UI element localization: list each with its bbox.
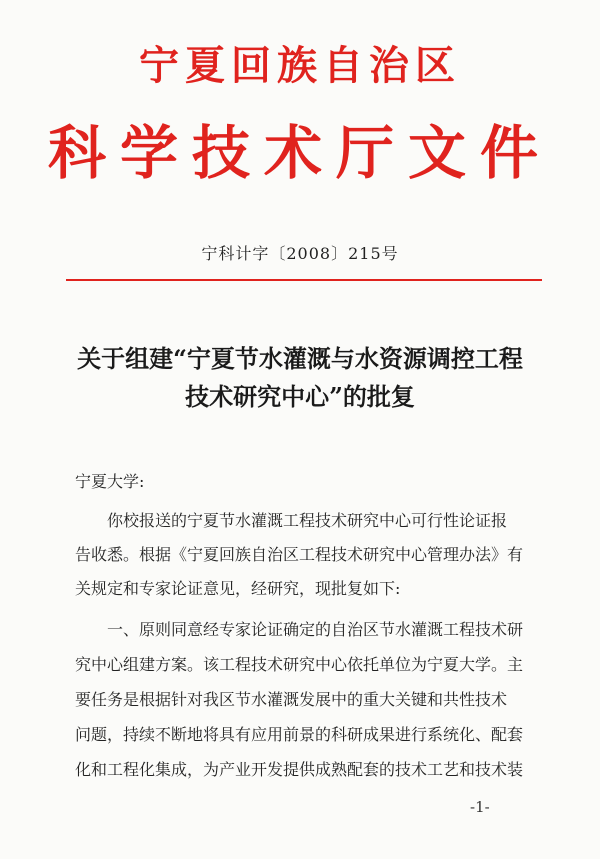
body-line: 告收悉。根据《宁夏回族自治区工程技术研究中心管理办法》有 xyxy=(75,545,524,564)
document-title-line-1: 关于组建“宁夏节水灌溉与水资源调控工程 xyxy=(77,344,523,373)
page-number: -1- xyxy=(470,798,490,816)
body-line: 你校报送的宁夏节水灌溉工程技术研究中心可行性论证报 xyxy=(107,511,508,530)
document-title-line-2: 技术研究中心”的批复 xyxy=(185,382,415,411)
salutation: 宁夏大学: xyxy=(75,472,145,491)
body-line: 究中心组建方案。该工程技术研究中心依托单位为宁夏大学。主 xyxy=(75,655,524,674)
body-line: 化和工程化集成，为产业开发提供成熟配套的技术工艺和技术装 xyxy=(75,760,524,779)
body-line: 要任务是根据针对我区节水灌溉发展中的重大关键和共性技术 xyxy=(75,690,508,709)
red-separator-line xyxy=(66,279,542,281)
issuer-department-heading: 科学技术厅文件 xyxy=(47,119,552,187)
body-line: 一、原则同意经专家论证确定的自治区节水灌溉工程技术研 xyxy=(107,620,524,639)
issuer-region-heading: 宁夏回族自治区 xyxy=(139,42,461,89)
document-number: 宁科计字〔2008〕215号 xyxy=(201,244,399,263)
body-line: 关规定和专家论证意见，经研究，现批复如下: xyxy=(75,579,401,598)
body-line: 问题，持续不断地将具有应用前景的科研成果进行系统化、配套 xyxy=(75,725,524,744)
